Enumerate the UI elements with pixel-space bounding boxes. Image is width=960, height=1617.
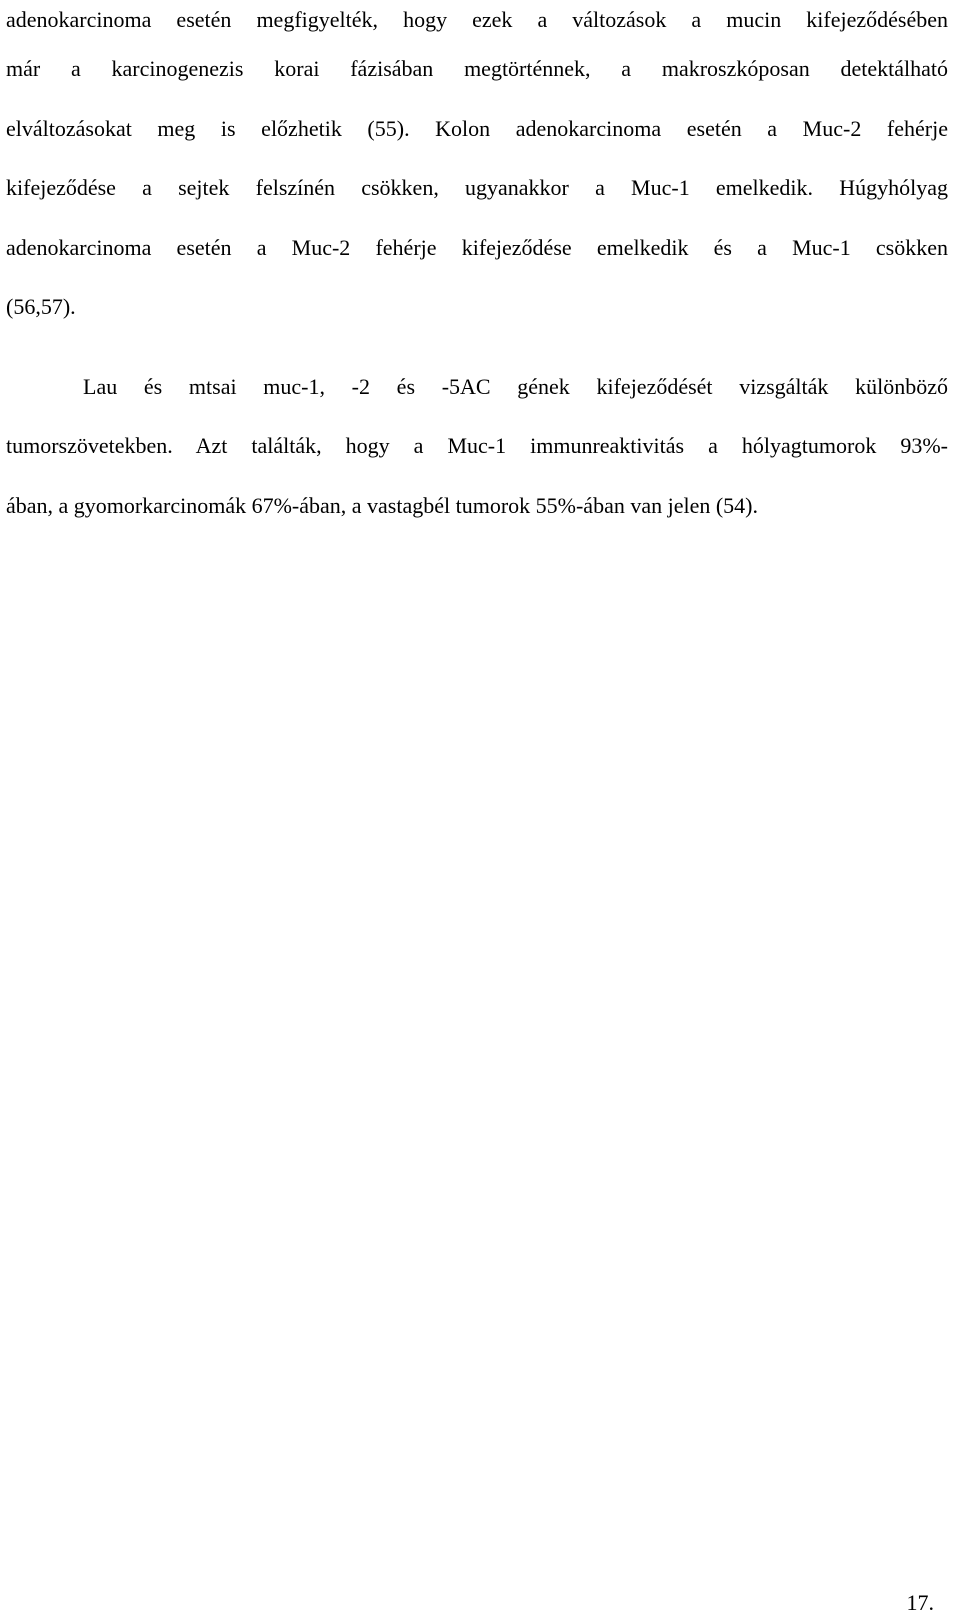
paragraph2-line-2: tumorszövetekben. Azt találták, hogy a Muc-1 immunreaktivitás a hólyagtumorok 93%- <box>6 433 948 458</box>
paragraph1-line-3: elváltozásokat meg is előzhetik (55). Kolon adenokarcinoma esetén a Muc-2 fehérje <box>6 115 948 141</box>
paragraph1-line-1: adenokarcinoma esetén megfigyelték, hogy ezek a változások a mucin kifejeződésében <box>6 7 948 32</box>
paragraph1-line-6: (56,57). <box>6 294 76 319</box>
page-number: 17. <box>906 1590 934 1615</box>
paragraph2-line-1: Lau és mtsai muc-1, -2 és -5AC gének kifejeződését vizsgálták különböző <box>83 373 948 399</box>
paragraph1-line-5: adenokarcinoma esetén a Muc-2 fehérje kifejeződése emelkedik és a Muc-1 csökken <box>6 234 948 260</box>
document-body <box>6 0 948 535</box>
paragraph1-line-2: már a karcinogenezis korai fázisában megtörténnek, a makroszkóposan detektálható <box>6 56 948 81</box>
paragraph2-line-3: ában, a gyomorkarcinomák 67%-ában, a vastagbél tumorok 55%-ában van jelen (54). <box>6 492 759 518</box>
paragraph1-line-4: kifejeződése a sejtek felszínén csökken, ugyanakkor a Muc-1 emelkedik. Húgyhólyag <box>6 175 948 200</box>
